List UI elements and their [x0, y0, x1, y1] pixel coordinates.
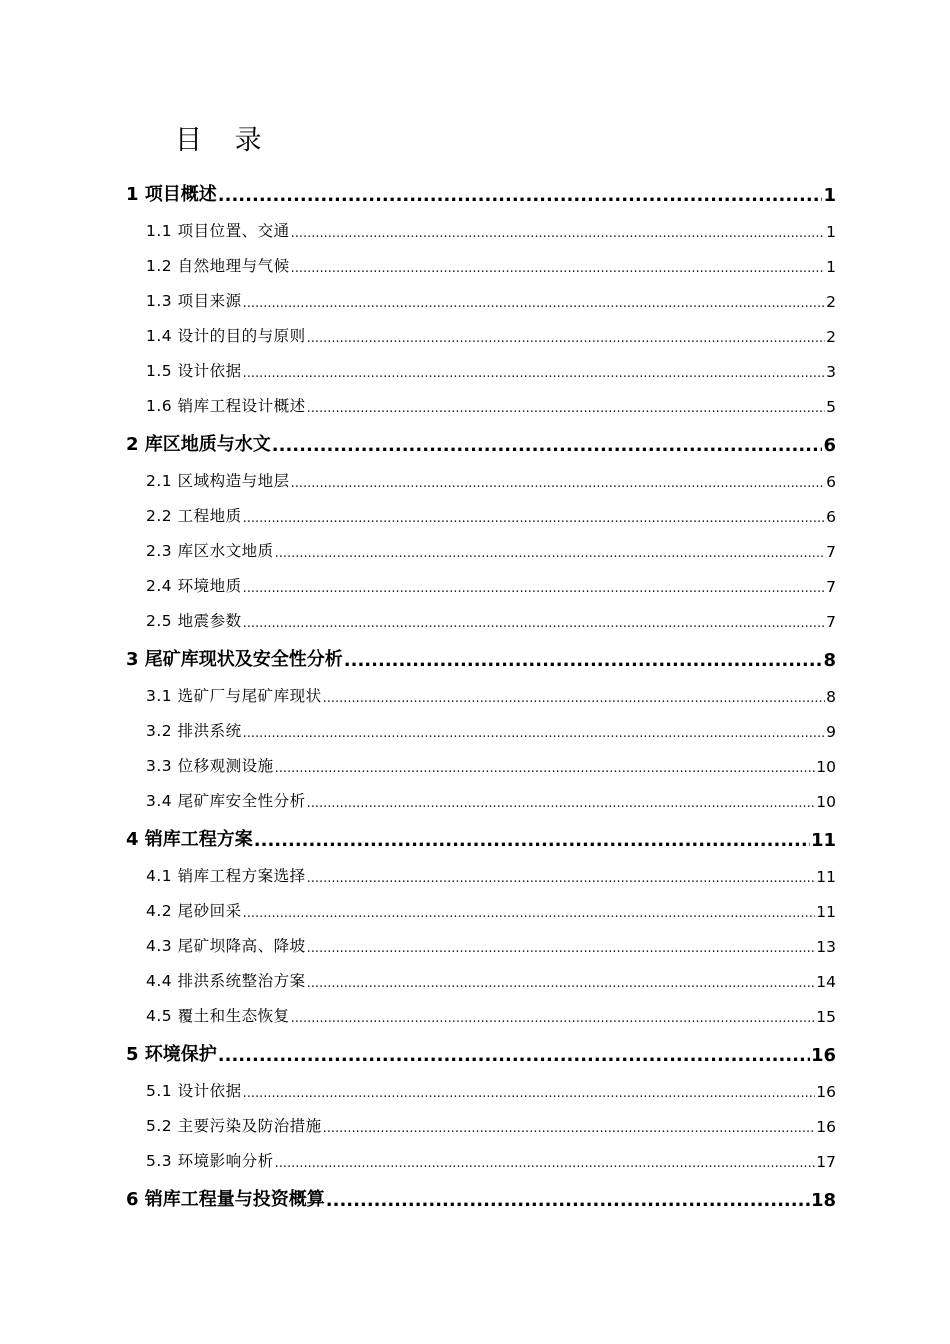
toc-entry-title: 4 销库工程方案: [126, 829, 253, 850]
toc-entry-title: 4.3 尾矿坝降高、降坡: [146, 937, 306, 955]
toc-dot-leader: [307, 941, 816, 956]
toc-entry-title: 3 尾矿库现状及安全性分析: [126, 649, 343, 670]
toc-dot-leader: [243, 726, 826, 741]
toc-page-number: 16: [816, 1118, 836, 1136]
toc-section-entry[interactable]: [126, 346, 836, 381]
toc-page-number: 1: [826, 223, 836, 241]
toc-dot-leader: [275, 1156, 816, 1171]
toc-page-number: 2: [826, 328, 836, 346]
toc-page-number: 3: [826, 363, 836, 381]
toc-page-number: 9: [826, 723, 836, 741]
toc-entry-title: 4.5 覆土和生态恢复: [146, 1007, 290, 1025]
toc-section-entry[interactable]: [126, 596, 836, 631]
toc-section-entry[interactable]: [126, 456, 836, 491]
toc-section-entry[interactable]: [126, 1066, 836, 1101]
toc-section-entry[interactable]: [126, 671, 836, 706]
toc-dot-leader: [218, 185, 823, 206]
toc-dot-leader: [323, 1121, 816, 1136]
toc-entry-title: 5.2 主要污染及防治措施: [146, 1117, 322, 1135]
toc-section-entry[interactable]: [126, 276, 836, 311]
toc-dot-leader: [326, 1190, 810, 1211]
toc-entry-title: 5.1 设计依据: [146, 1082, 242, 1100]
toc-page-number: 10: [816, 793, 836, 811]
toc-page-number: 16: [816, 1083, 836, 1101]
toc-entry-title: 1.4 设计的目的与原则: [146, 327, 306, 345]
toc-page-number: 11: [810, 830, 836, 851]
toc-entry-title: 2 库区地质与水文: [126, 434, 271, 455]
toc-dot-leader: [243, 511, 826, 526]
toc-page-number: 16: [810, 1045, 836, 1066]
toc-page-number: 7: [826, 613, 836, 631]
toc-page-number: 17: [816, 1153, 836, 1171]
toc-page-number: 14: [816, 973, 836, 991]
toc-title: 目 录: [175, 125, 274, 156]
toc-dot-leader: [307, 871, 816, 886]
toc-dot-leader: [291, 1011, 816, 1026]
toc-dot-leader: [243, 1086, 816, 1101]
toc-section-entry[interactable]: [126, 886, 836, 921]
toc-page-number: 13: [816, 938, 836, 956]
toc-dot-leader: [272, 435, 823, 456]
toc-entry-title: 5 环境保护: [126, 1044, 217, 1065]
toc-page-number: 6: [826, 508, 836, 526]
toc-entry-title: 1.6 销库工程设计概述: [146, 397, 306, 415]
toc-dot-leader: [291, 226, 826, 241]
toc-chapter-entry[interactable]: [126, 631, 836, 671]
toc-page-number: 7: [826, 578, 836, 596]
toc-section-entry[interactable]: [126, 991, 836, 1026]
toc-entry-title: 2.1 区域构造与地层: [146, 472, 290, 490]
toc-section-entry[interactable]: [126, 491, 836, 526]
toc-entry-title: 1.5 设计依据: [146, 362, 242, 380]
toc-section-entry[interactable]: [126, 241, 836, 276]
toc-section-entry[interactable]: [126, 526, 836, 561]
toc-dot-leader: [291, 476, 826, 491]
toc-page-number: 8: [826, 688, 836, 706]
toc-page-number: 1: [823, 185, 836, 206]
toc-section-entry[interactable]: [126, 381, 836, 416]
toc-dot-leader: [243, 366, 826, 381]
toc-page-number: 5: [826, 398, 836, 416]
toc-page-number: 6: [826, 473, 836, 491]
toc-dot-leader: [275, 546, 826, 561]
toc-dot-leader: [243, 296, 826, 311]
toc-page-number: 15: [816, 1008, 836, 1026]
toc-entry-title: 2.3 库区水文地质: [146, 542, 274, 560]
toc-dot-leader: [254, 830, 810, 851]
toc-section-entry[interactable]: [126, 706, 836, 741]
toc-entry-title: 3.1 选矿厂与尾矿库现状: [146, 687, 322, 705]
toc-dot-leader: [291, 261, 826, 276]
toc-dot-leader: [218, 1045, 810, 1066]
toc-entry-title: 1.1 项目位置、交通: [146, 222, 290, 240]
toc-entry-title: 3.3 位移观测设施: [146, 757, 274, 775]
toc-page-number: 7: [826, 543, 836, 561]
toc-page-number: 11: [816, 903, 836, 921]
table-of-contents: [126, 166, 836, 1211]
toc-entry-title: 4.1 销库工程方案选择: [146, 867, 306, 885]
toc-section-entry[interactable]: [126, 311, 836, 346]
toc-chapter-entry[interactable]: [126, 166, 836, 206]
toc-dot-leader: [344, 650, 823, 671]
toc-page-number: 6: [823, 435, 836, 456]
toc-chapter-entry[interactable]: [126, 1026, 836, 1066]
toc-entry-title: 1.3 项目来源: [146, 292, 242, 310]
toc-dot-leader: [307, 331, 826, 346]
toc-section-entry[interactable]: [126, 1101, 836, 1136]
toc-dot-leader: [243, 581, 826, 596]
toc-entry-title: 5.3 环境影响分析: [146, 1152, 274, 1170]
toc-section-entry[interactable]: [126, 561, 836, 596]
toc-entry-title: 3.4 尾矿库安全性分析: [146, 792, 306, 810]
toc-page-number: 18: [810, 1190, 836, 1211]
toc-section-entry[interactable]: [126, 851, 836, 886]
toc-dot-leader: [243, 616, 826, 631]
toc-section-entry[interactable]: [126, 206, 836, 241]
toc-section-entry[interactable]: [126, 776, 836, 811]
toc-entry-title: 1 项目概述: [126, 184, 217, 205]
toc-section-entry[interactable]: [126, 921, 836, 956]
toc-section-entry[interactable]: [126, 956, 836, 991]
toc-chapter-entry[interactable]: [126, 1171, 836, 1211]
toc-entry-title: 2.5 地震参数: [146, 612, 242, 630]
toc-dot-leader: [307, 976, 816, 991]
toc-dot-leader: [307, 401, 826, 416]
toc-page-number: 1: [826, 258, 836, 276]
toc-section-entry[interactable]: [126, 1136, 836, 1171]
toc-entry-title: 6 销库工程量与投资概算: [126, 1189, 325, 1210]
toc-dot-leader: [323, 691, 826, 706]
toc-dot-leader: [307, 796, 816, 811]
toc-entry-title: 2.4 环境地质: [146, 577, 242, 595]
toc-dot-leader: [243, 906, 816, 921]
toc-page-number: 10: [816, 758, 836, 776]
toc-page-number: 8: [823, 650, 836, 671]
toc-entry-title: 1.2 自然地理与气候: [146, 257, 290, 275]
toc-dot-leader: [275, 761, 816, 776]
toc-section-entry[interactable]: [126, 741, 836, 776]
toc-chapter-entry[interactable]: [126, 416, 836, 456]
toc-entry-title: 3.2 排洪系统: [146, 722, 242, 740]
toc-entry-title: 4.2 尾砂回采: [146, 902, 242, 920]
toc-chapter-entry[interactable]: [126, 811, 836, 851]
toc-entry-title: 4.4 排洪系统整治方案: [146, 972, 306, 990]
toc-page-number: 2: [826, 293, 836, 311]
toc-entry-title: 2.2 工程地质: [146, 507, 242, 525]
toc-page-number: 11: [816, 868, 836, 886]
